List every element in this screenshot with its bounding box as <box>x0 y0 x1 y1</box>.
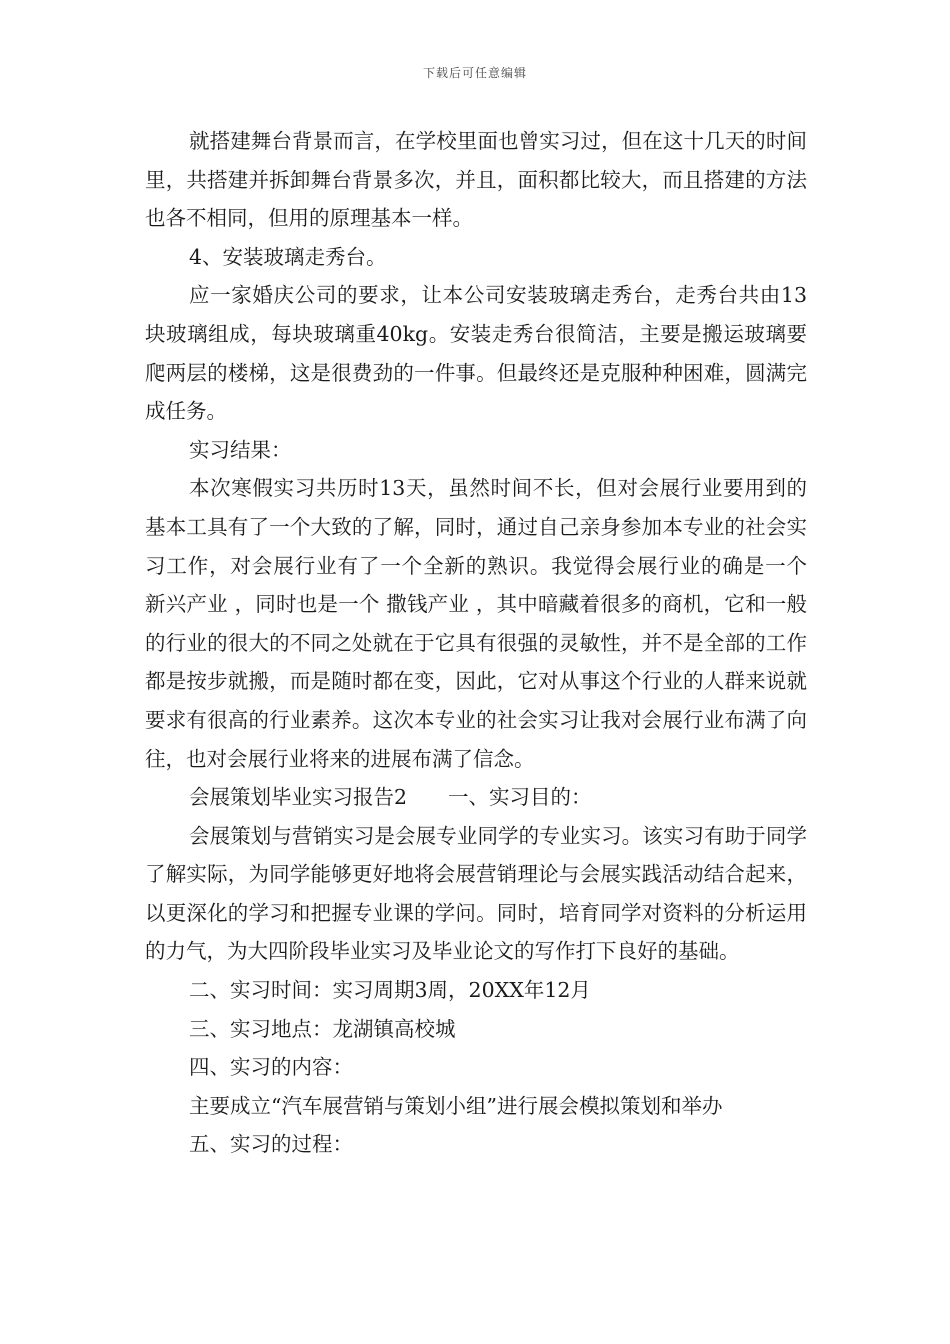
heading-glass-runway: 4、安装玻璃走秀台。 <box>189 244 387 269</box>
page-header: 下载后可任意编辑 <box>422 66 527 80</box>
paragraph-purpose: 会展策划与营销实习是会展专业同学的专业实习。该实习有助于同学了解实际，为同学能够更好地将会展营销理论与会展实践活动结合起来，以更深化的学习和把握专业课的学问。同时，培育同学对资料的分析运用的力气，为大四阶段毕业实习及毕业论文的写作打下良好的基础。 <box>145 823 807 964</box>
paragraph-glass-runway: 应一家婚庆公司的要求，让本公司安装玻璃走秀台，走秀台共由13块玻璃组成，每块玻璃重40kg。安装走秀台很简洁，主要是搬运玻璃要爬两层的楼梯，这是很费劲的一件事。但最终还是克服种种困难，圆满完成任务。 <box>145 283 807 424</box>
paragraph-internship-result: 本次寒假实习共历时13天，虽然时间不长，但对会展行业要用到的基本工具有了一个大致的了解，同时，通过自己亲身参加本专业的社会实习工作，对会展行业有了一个全新的熟识。我觉得会展行业的确是一个 新兴产业 ，同时也是一个 撒钱产业 ，其中暗藏着很多的商机，它和一般的行业的很大的不同之处就在于它具有很强的灵敏性，并不是全部的工作都是按步就搬，而是随时都在变，因此，它对从事这个行业的人群来说就要求有很高的行业素养。这次本专业的社会实习让我对会展行业布满了向往，也对会展行业将来的进展布满了信念。 <box>145 476 807 771</box>
document-body <box>145 122 807 1164</box>
heading-report-2-purpose: 会展策划毕业实习报告2 一、实习目的： <box>189 785 592 810</box>
paragraph-internship-content: 主要成立“汽车展营销与策划小组”进行展会模拟策划和举办 <box>189 1093 723 1118</box>
heading-internship-result: 实习结果： <box>189 437 292 462</box>
paragraph-internship-time: 二、实习时间：实习周期3周，20XX年12月 <box>189 978 591 1003</box>
heading-internship-content: 四、实习的内容： <box>189 1055 353 1080</box>
paragraph-stage-background: 就搭建舞台背景而言，在学校里面也曾实习过，但在这十几天的时间里，共搭建并拆卸舞台背景多次，并且，面积都比较大，而且搭建的方法也各不相同，但用的原理基本一样。 <box>145 129 807 231</box>
heading-internship-process: 五、实习的过程： <box>189 1132 353 1157</box>
paragraph-internship-location: 三、实习地点：龙湖镇高校城 <box>189 1016 456 1041</box>
